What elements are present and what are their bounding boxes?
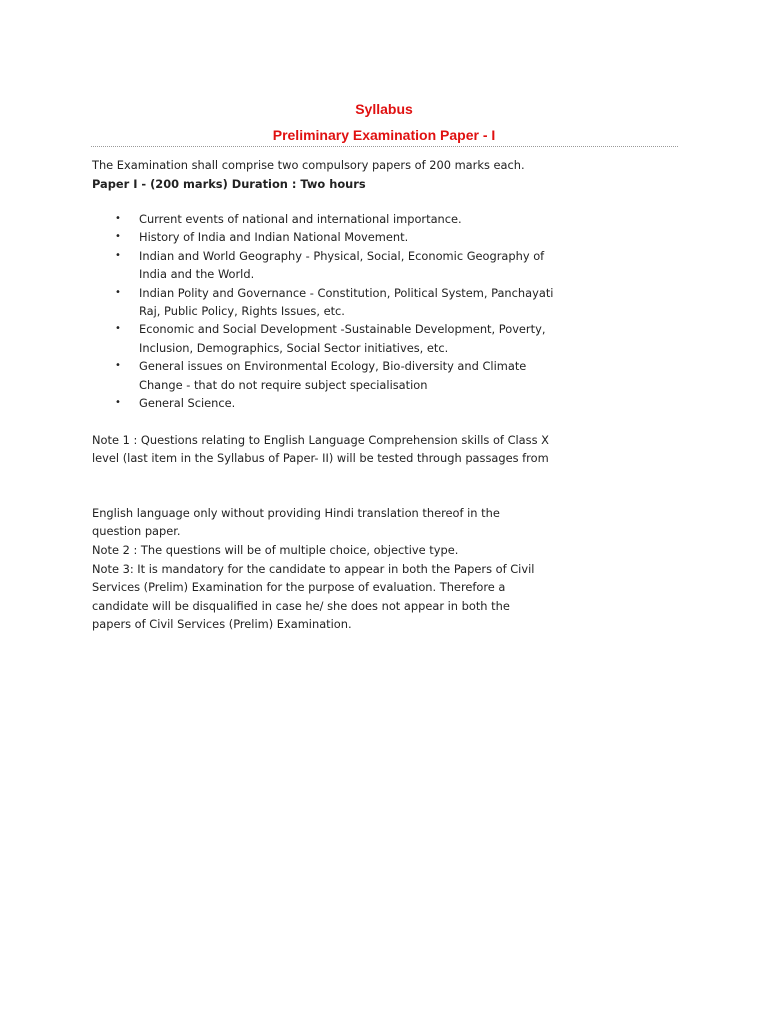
list-item: [92, 210, 572, 228]
topic-text: Indian and World Geography - Physical, Social, Economic Geography of India and the World.: [139, 248, 545, 282]
list-item: [92, 394, 572, 412]
bullet-icon: •: [115, 323, 121, 335]
bullet-icon: •: [115, 231, 121, 243]
topic-text: Indian Polity and Governance - Constitution, Political System, Panchayati Raj, Public Policy, Rights Issues, etc.: [139, 285, 554, 319]
topic-text: Current events of national and international importance.: [139, 212, 462, 226]
intro-paragraph: The Examination shall comprise two compulsory papers of 200 marks each.: [92, 158, 525, 172]
dotted-divider: [91, 146, 678, 147]
bullet-icon: •: [115, 397, 121, 409]
topic-text: History of India and Indian National Movement.: [139, 230, 409, 245]
list-item: [92, 284, 572, 321]
note-2: Note 2 : The questions will be of multiple choice, objective type.: [92, 543, 459, 557]
topic-text: General Science.: [139, 396, 236, 411]
list-item: [92, 357, 572, 394]
note-3: Note 3: It is mandatory for the candidate to appear in both the Papers of Civil Services (Prelim) Examination for the purpose of evaluation. Therefore a candidate will be disqualified in case he/ she does not appear in both the papers of Civil Services (Prelim) Examination.: [92, 562, 535, 632]
list-item: [92, 320, 572, 357]
list-item: [92, 247, 572, 284]
topic-text: Economic and Social Development -Sustainable Development, Poverty, Inclusion, Demographics, Social Sector initiatives, etc.: [139, 322, 546, 355]
page-subtitle: Preliminary Examination Paper - I: [272, 127, 496, 143]
syllabus-topic-list: [92, 210, 572, 412]
list-item: [92, 228, 572, 246]
note-1-continuation: English language only without providing Hindi translation thereof in the question paper.: [92, 506, 500, 539]
note-1: Note 1 : Questions relating to English Language Comprehension skills of Class X level (last item in the Syllabus of Paper- II) will be tested through passages from: [92, 433, 549, 466]
bullet-icon: •: [115, 286, 121, 298]
bullet-icon: •: [115, 249, 121, 261]
topic-text: General issues on Environmental Ecology, Bio-diversity and Climate Change - that do not require subject specialisation: [139, 359, 527, 392]
bullet-icon: •: [115, 213, 121, 224]
paper-heading: Paper I - (200 marks) Duration : Two hours: [92, 177, 366, 191]
page-title: Syllabus: [355, 101, 413, 117]
bullet-icon: •: [115, 360, 121, 372]
